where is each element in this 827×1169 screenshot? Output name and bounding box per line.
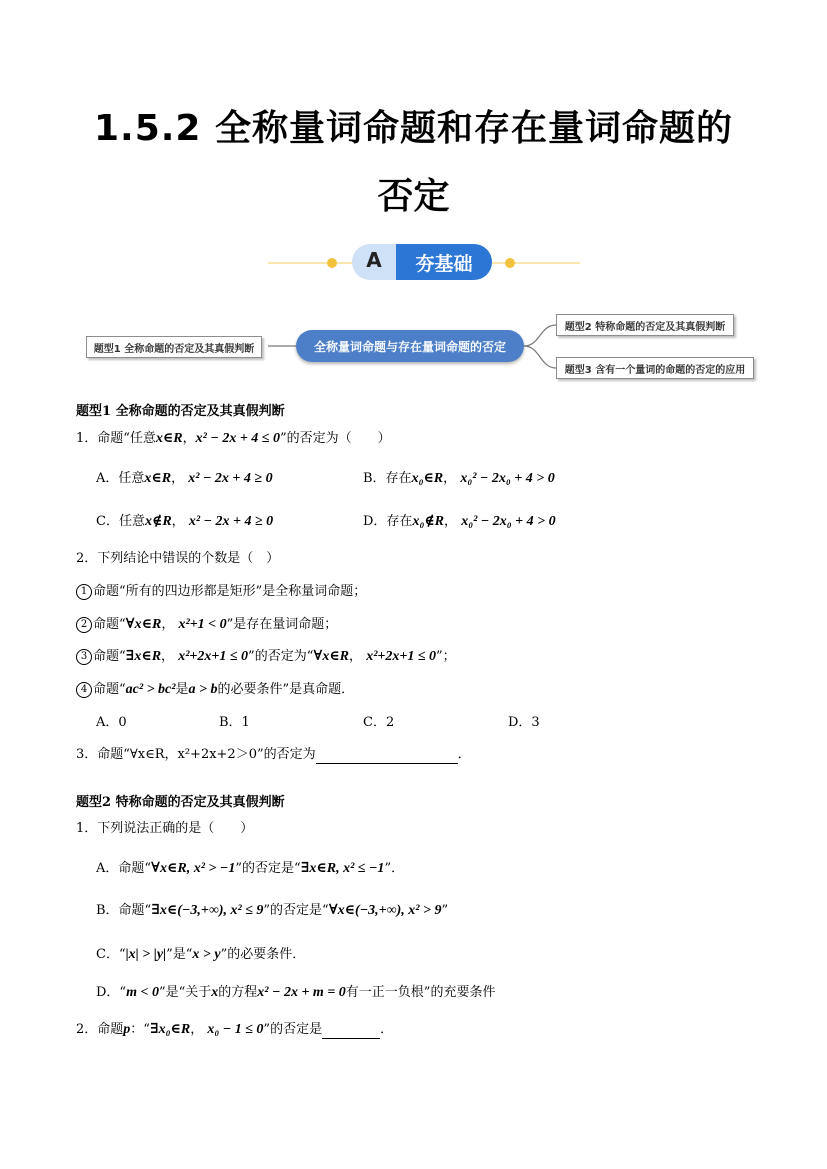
- s1-q1-math2: x² − 2x + 4 ≤ 0: [195, 431, 280, 446]
- item-math: x²+1 < 0: [178, 617, 227, 632]
- s1-q1-sep: ，: [182, 431, 196, 446]
- option-text: ”的否定是“: [235, 861, 301, 876]
- s1-q2-option-b[interactable]: B．1: [219, 715, 250, 730]
- option-text: ”是“关于: [158, 985, 212, 1000]
- item-text: 命题“: [93, 682, 126, 697]
- option-label: B．命题“: [96, 903, 152, 918]
- s1-q2-option-a[interactable]: A．0: [96, 715, 127, 730]
- question-sep: ，: [190, 1022, 204, 1037]
- option-text: ”的必要条件．: [220, 947, 306, 962]
- s1-q2-option-d[interactable]: D．3: [508, 715, 540, 730]
- s1-q3: [76, 746, 471, 764]
- s1-q1-stem: [76, 430, 391, 448]
- option-math: ∃x∈(−3,+∞), x² ≤ 9: [151, 903, 264, 918]
- option-math: x₀∉R: [412, 514, 445, 529]
- question-text: 2．命题: [76, 1022, 124, 1037]
- option-text: ”: [441, 903, 449, 918]
- option-label: D．存在: [363, 514, 413, 529]
- circled-number: 3: [76, 649, 92, 665]
- option-math: x² − 2x + 4 ≥ 0: [188, 514, 274, 529]
- item-math: ∃x∈R: [125, 649, 162, 664]
- question-text: 3．命题“∀x∈R，x²+2x+2＞0”的否定为: [76, 747, 316, 762]
- option-math: m < 0: [126, 985, 159, 1000]
- option-label: C．“: [96, 947, 126, 962]
- circled-number: 1: [76, 584, 92, 600]
- question-end: ．: [457, 747, 471, 762]
- s1-q1-option-d[interactable]: [363, 513, 556, 531]
- option-math: x² − 2x + 4 ≥ 0: [188, 471, 273, 486]
- s1-q1-stem-suffix: ”的否定为（ ）: [279, 431, 391, 446]
- option-sep: ，: [443, 471, 457, 486]
- item-text: ”是存在量词命题；: [226, 617, 338, 632]
- option-math: x₀² − 2x₀ + 4 > 0: [460, 471, 555, 486]
- option-math: ∀x∈R, x² > −1: [151, 861, 236, 876]
- s1-q1-option-c[interactable]: [96, 513, 273, 531]
- option-label: C．任意: [96, 514, 145, 529]
- option-label: A．命题“: [96, 861, 152, 876]
- option-text: 的方程: [218, 985, 258, 1000]
- option-label: B．存在: [363, 471, 412, 486]
- option-math: |x| > |y|: [125, 947, 167, 962]
- badge-letter: A: [366, 248, 382, 272]
- page-title: 1.5.2 全称量词命题和存在量词命题的: [93, 108, 734, 149]
- badge-dot-right: [505, 258, 515, 268]
- option-math: x > y: [192, 947, 221, 962]
- item-math: ∀x∈R: [313, 649, 350, 664]
- badge-dot-left: [327, 258, 337, 268]
- s2-q1-option-c[interactable]: [96, 946, 305, 964]
- item-text: ”的否定为“: [248, 649, 314, 664]
- option-math: x₀² − 2x₀ + 4 > 0: [461, 514, 556, 529]
- s2-q1-option-a[interactable]: [96, 860, 404, 878]
- option-text: 有一正一负根”的充要条件: [345, 985, 496, 1000]
- option-text: ”的否定是“: [263, 903, 329, 918]
- item-sep: ，: [161, 617, 175, 632]
- item-text: 的必要条件”是真命题．: [217, 682, 355, 697]
- page-title-line2: 否定: [377, 176, 450, 217]
- mindmap-center-node: 全称量词命题与存在量词命题的否定: [296, 330, 524, 362]
- option-sep: ，: [171, 514, 185, 529]
- item-text: 是: [175, 682, 189, 697]
- s1-q1-option-b[interactable]: [363, 470, 555, 488]
- option-label: A．任意: [96, 471, 145, 486]
- option-label: D．“: [96, 985, 127, 1000]
- s1-q2-option-c[interactable]: C．2: [363, 715, 395, 730]
- question-math: x₀ − 1 ≤ 0: [207, 1022, 264, 1037]
- mindmap-node-type3: 题型3 含有一个量词的命题的否定的应用: [556, 357, 754, 379]
- s1-q1-stem-prefix: 1．命题“任意: [76, 431, 156, 446]
- option-math: x₀∈R: [411, 471, 444, 486]
- item-sep: ，: [161, 649, 175, 664]
- option-math: x∈R: [144, 471, 172, 486]
- s1-q2-item3: [76, 648, 456, 666]
- question-math: p: [123, 1022, 131, 1037]
- item-math: ∀x∈R: [125, 617, 162, 632]
- question-text: ：“: [130, 1022, 150, 1037]
- option-sep: ，: [444, 514, 458, 529]
- item-math: x²+2x+1 ≤ 0: [366, 649, 437, 664]
- s2-q1-stem: 1．下列说法正确的是（ ）: [76, 821, 254, 836]
- s1-q2-item4: [76, 681, 354, 699]
- question-text: ”的否定是: [263, 1022, 323, 1037]
- mindmap-node-type1: 题型1 全称命题的否定及其真假判断: [86, 336, 262, 358]
- item-text: ”；: [436, 649, 456, 664]
- s2-q2: [76, 1021, 393, 1039]
- item-text: 命题“所有的四边形都是矩形”是全称量词命题；: [93, 584, 367, 599]
- s1-q2-stem: 2．下列结论中错误的个数是（ ）: [76, 551, 280, 566]
- answer-blank[interactable]: [322, 1024, 380, 1039]
- circled-number: 4: [76, 682, 92, 698]
- option-math: x² − 2x + m = 0: [257, 985, 346, 1000]
- circled-number: 2: [76, 617, 92, 633]
- s1-q1-option-a[interactable]: [96, 470, 273, 488]
- item-math: x²+2x+1 ≤ 0: [178, 649, 249, 664]
- item-math: a > b: [188, 682, 218, 697]
- option-text: ”．: [384, 861, 405, 876]
- s1-q2-item2: [76, 616, 337, 634]
- answer-blank[interactable]: [316, 749, 458, 764]
- option-math: x: [211, 985, 219, 1000]
- s1-q1-math1: x∈R: [155, 431, 183, 446]
- question-end: ．: [380, 1022, 394, 1037]
- item-text: 命题“: [93, 649, 126, 664]
- s2-q1-option-b[interactable]: [96, 902, 448, 920]
- option-text: ”是“: [166, 947, 193, 962]
- s2-q1-option-d[interactable]: [96, 984, 495, 1002]
- section2-heading: 题型2 特称命题的否定及其真假判断: [76, 795, 285, 810]
- badge-label: 夯基础: [415, 253, 473, 275]
- question-math: ∃x₀∈R: [149, 1022, 191, 1037]
- section1-heading: 题型1 全称命题的否定及其真假判断: [76, 404, 285, 419]
- option-sep: ，: [171, 471, 185, 486]
- item-sep: ，: [349, 649, 363, 664]
- s1-q2-item1: [76, 583, 366, 601]
- mindmap-node-type2: 题型2 特称命题的否定及其真假判断: [556, 314, 734, 336]
- option-math: ∀x∈(−3,+∞), x² > 9: [328, 903, 442, 918]
- item-text: 命题“: [93, 617, 126, 632]
- option-math: ∃x∈R, x² ≤ −1: [300, 861, 385, 876]
- item-math: ac² > bc²: [125, 682, 176, 697]
- option-math: x∉R: [144, 514, 172, 529]
